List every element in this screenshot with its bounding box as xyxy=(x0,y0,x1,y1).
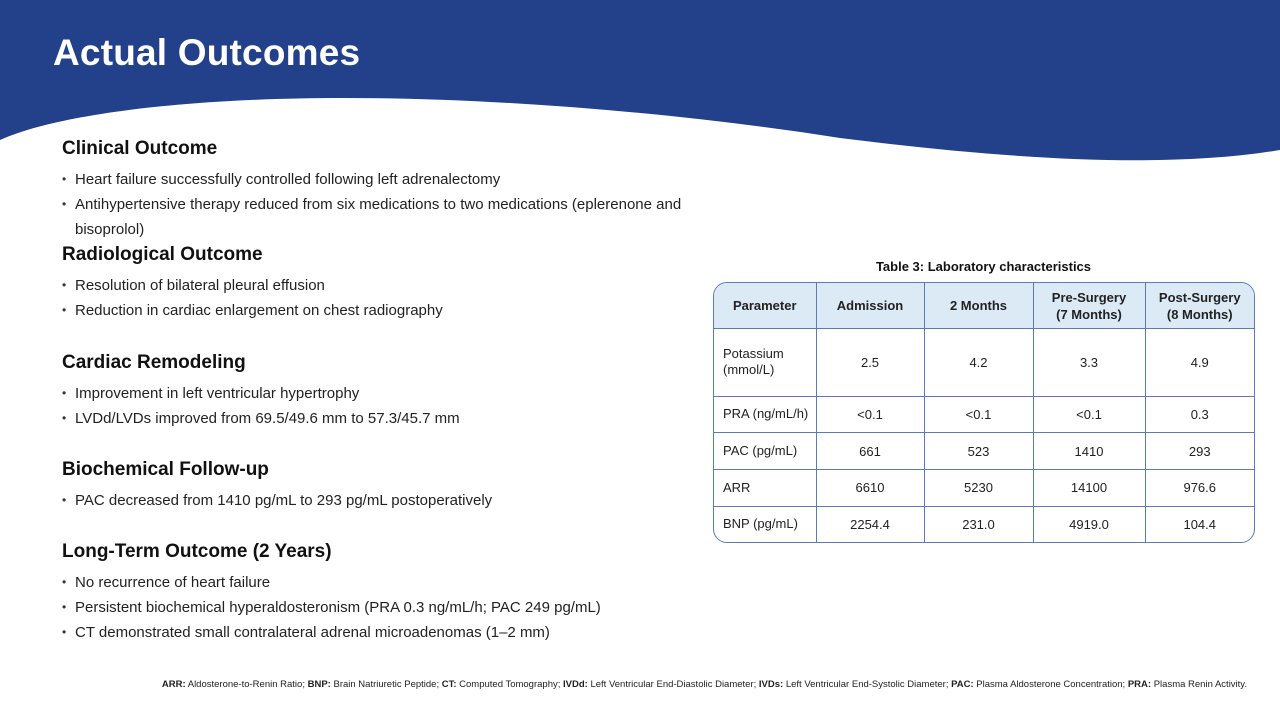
table-cell-parameter: PRA (ng/mL/h) xyxy=(714,396,816,433)
table-row xyxy=(714,470,1254,507)
table-cell: 661 xyxy=(816,433,924,470)
bullet-item: • Heart failure successfully controlled following left adrenalectomy xyxy=(62,167,702,192)
section-heading: Biochemical Follow-up xyxy=(62,459,269,480)
column-header: 2 Months xyxy=(924,283,1033,329)
table-cell: 14100 xyxy=(1033,470,1145,507)
table-row xyxy=(714,396,1254,433)
table-caption: Table 3: Laboratory characteristics xyxy=(875,259,1092,274)
table-cell: 231.0 xyxy=(924,506,1033,542)
table-cell: <0.1 xyxy=(924,396,1033,433)
section-heading: Long-Term Outcome (2 Years) xyxy=(62,541,332,562)
table-cell: 293 xyxy=(1145,433,1254,470)
bullet-item: • Improvement in left ventricular hypertrophy xyxy=(62,381,702,406)
table-cell: 5230 xyxy=(924,470,1033,507)
column-header: Parameter xyxy=(714,283,816,329)
table-cell-parameter: BNP (pg/mL) xyxy=(714,506,816,542)
page-title: Actual Outcomes xyxy=(53,32,361,73)
bullet-item: • Antihypertensive therapy reduced from six medications to two medications (eplerenone and bisoprolol) xyxy=(62,192,702,242)
section-clinical-outcome xyxy=(62,138,702,242)
table-cell: 0.3 xyxy=(1145,396,1254,433)
section-radiological-outcome xyxy=(62,244,702,323)
table-cell: 4.9 xyxy=(1145,329,1254,397)
table-cell: <0.1 xyxy=(816,396,924,433)
table-row xyxy=(714,329,1254,397)
table-cell: 2.5 xyxy=(816,329,924,397)
table-row xyxy=(714,433,1254,470)
column-header: Admission xyxy=(816,283,924,329)
section-cardiac-remodeling xyxy=(62,352,702,431)
table-cell: <0.1 xyxy=(1033,396,1145,433)
bullet-item: • LVDd/LVDs improved from 69.5/49.6 mm to 57.3/45.7 mm xyxy=(62,406,702,431)
table-header-row xyxy=(714,283,1254,329)
bullet-item: • Persistent biochemical hyperaldosteronism (PRA 0.3 ng/mL/h; PAC 249 pg/mL) xyxy=(62,595,702,620)
section-biochemical-follow-up xyxy=(62,459,702,513)
section-heading: Cardiac Remodeling xyxy=(62,352,246,373)
table-cell: 1410 xyxy=(1033,433,1145,470)
table-cell-parameter: PAC (pg/mL) xyxy=(714,433,816,470)
section-heading: Clinical Outcome xyxy=(62,138,218,159)
bullet-item: • No recurrence of heart failure xyxy=(62,570,702,595)
bullet-item: • Reduction in cardiac enlargement on chest radiography xyxy=(62,298,702,323)
table-cell-parameter: ARR xyxy=(714,470,816,507)
bullet-item: • CT demonstrated small contralateral adrenal microadenomas (1–2 mm) xyxy=(62,620,702,645)
table-cell: 104.4 xyxy=(1145,506,1254,542)
table-cell: 976.6 xyxy=(1145,470,1254,507)
abbreviations-footnote: ARR: Aldosterone-to-Renin Ratio; BNP: Brain Natriuretic Peptide; CT: Computed Tomography; IVDd: Left Ventricular End-Diastolic Diameter; IVDs: Left Ventricular End-Systolic Diameter; PAC: Plasma Aldosterone Concentration; PRA: Plasma Renin Activity. xyxy=(161,679,1247,690)
column-header: Pre-Surgery (7 Months) xyxy=(1033,283,1145,329)
section-long-term-outcome xyxy=(62,541,702,645)
table-cell: 3.3 xyxy=(1033,329,1145,397)
bullet-item: • PAC decreased from 1410 pg/mL to 293 pg/mL postoperatively xyxy=(62,488,702,513)
table-cell: 523 xyxy=(924,433,1033,470)
table-cell: 4919.0 xyxy=(1033,506,1145,542)
table-cell: 6610 xyxy=(816,470,924,507)
table-cell-parameter: Potassium (mmol/L) xyxy=(714,329,816,397)
section-heading: Radiological Outcome xyxy=(62,244,263,265)
bullet-item: • Resolution of bilateral pleural effusion xyxy=(62,273,702,298)
lab-characteristics-table xyxy=(713,282,1255,543)
column-header: Post-Surgery (8 Months) xyxy=(1145,283,1254,329)
table-cell: 4.2 xyxy=(924,329,1033,397)
table-row xyxy=(714,506,1254,542)
table-cell: 2254.4 xyxy=(816,506,924,542)
